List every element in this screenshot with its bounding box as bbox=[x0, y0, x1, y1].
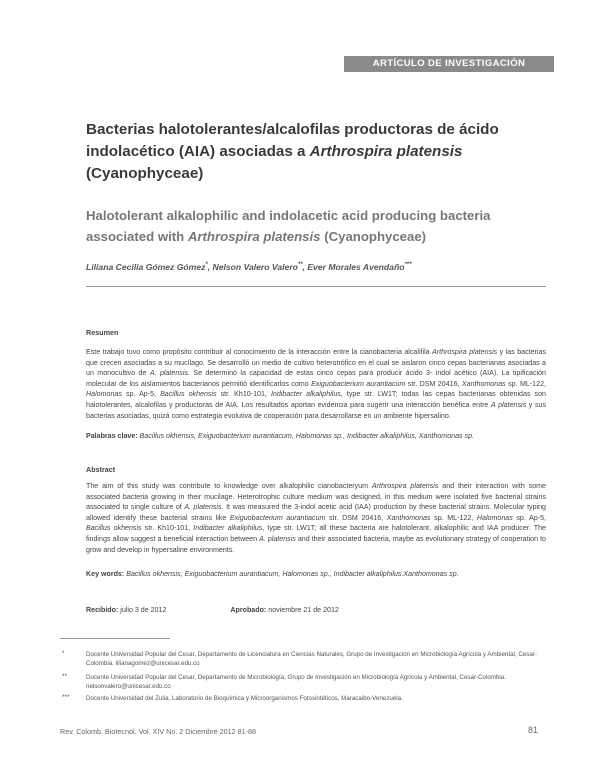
key-words bbox=[86, 570, 546, 578]
resumen-italic: Indibacter alkaliphilus, bbox=[270, 390, 343, 399]
footnote-divider bbox=[60, 638, 170, 639]
abstract-text-part: str. DSM 20416, bbox=[325, 513, 387, 522]
resumen-paragraph bbox=[86, 347, 546, 421]
title-en-line2-suffix: (Cyanophyceae) bbox=[320, 229, 427, 244]
abstract-text-part: sp. ML-122, bbox=[430, 513, 477, 522]
received-date: julio 3 de 2012 bbox=[118, 606, 167, 614]
abstract-italic: Indibacter alkaliphilus bbox=[193, 524, 263, 533]
abstract-text-part: and their associated bacteria, maybe as evolutionary strategy of cooperation to grow and develop in hypersaline environments. bbox=[86, 534, 547, 554]
author-name: Liliana Cecilia Gómez Gómez bbox=[86, 262, 206, 272]
palabras-clave-label: Palabras clave: bbox=[86, 432, 138, 440]
resumen-heading: Resumen bbox=[86, 328, 119, 337]
abstract-italic: A. platensis bbox=[184, 503, 222, 512]
author-affiliation-mark: *** bbox=[404, 262, 412, 269]
resumen-text-part: sp. Ap-5, bbox=[121, 390, 161, 399]
resumen-italic: Xanthomonas bbox=[461, 379, 506, 388]
resumen-text-part: str. DSM 20416, bbox=[405, 379, 462, 388]
abstract-italic: Xanthomonas bbox=[386, 513, 431, 522]
section-banner: ARTÍCULO DE INVESTIGACIÓN bbox=[344, 56, 554, 72]
abstract-italic: A. platensis bbox=[259, 534, 296, 543]
resumen-text-part: y sus bacterias asociadas, quizá como estrategia evolutiva de cooperación para desarrollarse en un ambiente hipersalino. bbox=[86, 400, 547, 420]
author-affiliation-mark: * bbox=[205, 262, 208, 269]
title-en-species: Arthrospira platensis bbox=[187, 229, 321, 244]
abstract-text-part: sp. Ap-5, bbox=[512, 513, 547, 522]
footnote-mark: *** bbox=[62, 694, 70, 701]
footnote-text: Docente Universidad Popular del Cesar, Departamento de Licenciatura en Ciencias Naturales, Grupo de Investigación en Microbiología Agrícola y Ambiental, Cesar-Colombia. lilianagomez@unicesar.edu.co bbox=[86, 651, 537, 667]
page-number: 81 bbox=[528, 725, 539, 735]
resumen-italic: A. platensis. bbox=[149, 369, 190, 378]
header-divider bbox=[86, 286, 546, 287]
title-en-line1: Halotolerant alkalophilic and indolacetic acid producing bacteria bbox=[86, 208, 491, 223]
abstract-italic: Arthrospira platensis bbox=[371, 482, 439, 490]
footnote-text: Docente Universidad Popular del Cesar, Departamento de Microbiología, Grupo de Investigación en Microbiología Agrícola y Ambiental, Cesar-Colombia. nelsonvalero@unicesar.edu.co bbox=[86, 674, 506, 690]
footnote-mark: * bbox=[62, 650, 65, 657]
received-label: Recibido: bbox=[86, 606, 119, 614]
title-spanish bbox=[86, 119, 546, 185]
footnote-mark: ** bbox=[62, 673, 67, 680]
resumen-text-part: str. Kh10-101, bbox=[216, 390, 271, 399]
key-words-text: Bacillus okhensis, Exiguobacterium aurantiacum, Halomonas sp., Indibacter alkaliphilus.Xanthomonas sp. bbox=[124, 570, 459, 578]
resumen-italic: Exiguobacterium aurantiacum bbox=[311, 379, 406, 388]
resumen-italic: A platensis bbox=[491, 400, 527, 409]
title-es-species: Arthrospira platensis bbox=[309, 143, 463, 160]
palabras-clave bbox=[86, 432, 546, 440]
approved-label: Aprobado: bbox=[230, 606, 267, 614]
abstract-text-part: str. Kh10-101, bbox=[141, 524, 194, 533]
palabras-clave-text: Bacillus okhensis, Exiguobacterium aurantiacum, Halomonas sp., Indibacter alkaliphilus, Xanthomonas sp. bbox=[137, 432, 475, 440]
resumen-text-part: y las bacterias que crecen asociadas a su mucílago. Se desarrolló un medio de cultivo heterotrófico en el cual se aislaron cinco cepas bacterianas asociadas a un monocultivo de bbox=[86, 348, 546, 378]
author-name: Ever Morales Avendaño bbox=[307, 262, 405, 272]
title-es-line3: (Cyanophyceae) bbox=[86, 165, 204, 182]
title-es-line1: Bacterias halotolerantes/alcalofilas productoras de ácido bbox=[86, 121, 499, 138]
abstract-italic: Halomonas bbox=[476, 513, 513, 522]
title-en-line2 bbox=[86, 226, 546, 247]
abstract-paragraph bbox=[86, 481, 546, 555]
resumen-text-part: sp. ML-122, bbox=[505, 379, 546, 388]
resumen-text-part: Se determinó la capacidad de estas cinco cepas para producir ácido 3- indol acético (AIA). La tipificación molecular de los aislamientos bacterianos permitió identificarlos como bbox=[86, 369, 546, 388]
article-dates bbox=[86, 606, 339, 614]
author-list: Liliana Cecilia Gómez Gómez*, Nelson Valero Valero**, Ever Morales Avendaño*** bbox=[86, 262, 412, 272]
journal-citation: Rev. Colomb. Biotecnol. Vol. XIV No. 2 Diciembre 2012 81-88 bbox=[60, 727, 257, 736]
key-words-label: Key words: bbox=[86, 570, 125, 578]
abstract-text-part: , type str. LW1T; all these bacteria are halotolerant, alkalophilic and IAA producer. The findings allow suggest a beneficial interaction between bbox=[86, 524, 546, 543]
resumen-text-part: type str. LW1T; todas las cepas bacterianas obtenidas son halotolerantes, alcalofilas y productoras de AIA. Los resultados aportan evidencia para sugerir una interacción benéfica entre bbox=[86, 390, 546, 409]
abstract-text-part: and their interaction with some associated bacteria growing in their mucilage. Heterotrophic culture medium was designed, in this medium were isolated five bacterial strains associated to single culture of bbox=[86, 482, 546, 512]
resumen-italic: Halomonas bbox=[86, 390, 122, 399]
title-es-line2 bbox=[86, 141, 546, 163]
resumen-text-part: Este trabajo tuvo como propósito contribuir al conocimiento de la interacción entre la cianobacteria alcalifila bbox=[86, 348, 433, 356]
abstract-heading: Abstract bbox=[86, 465, 116, 474]
resumen-italic: Arthrospira platensis bbox=[432, 348, 498, 356]
approved-date: noviembre 21 de 2012 bbox=[266, 606, 339, 614]
resumen-italic: Bacillus okhensis bbox=[160, 390, 217, 399]
abstract-italic: Exiguobacterium aurantiacum bbox=[229, 513, 326, 522]
abstract-text-part: The aim of this study was contribute to knowledge over alkalophilic cianobacteryum bbox=[86, 482, 372, 490]
author-name: Nelson Valero Valero bbox=[212, 262, 298, 272]
title-english bbox=[86, 205, 546, 247]
title-es-line2-prefix: indolacético (AIA) asociadas a bbox=[86, 143, 310, 160]
footnote-text: Docente Universidad del Zulia, Laboratorio de Bioquímica y Microorganismos Fotosintéticos, Maracaibo-Venezuela. bbox=[86, 695, 403, 702]
author-affiliation-mark: ** bbox=[297, 262, 303, 269]
title-en-line2-prefix: associated with bbox=[86, 229, 188, 244]
abstract-text-part: . It was measured the 3-indol acetic acid (IAA) production by these bacterial strains. Molecular typing allowed identify these bacterial strains like bbox=[86, 503, 547, 522]
abstract-italic: Bacillus okhensis bbox=[86, 524, 142, 533]
